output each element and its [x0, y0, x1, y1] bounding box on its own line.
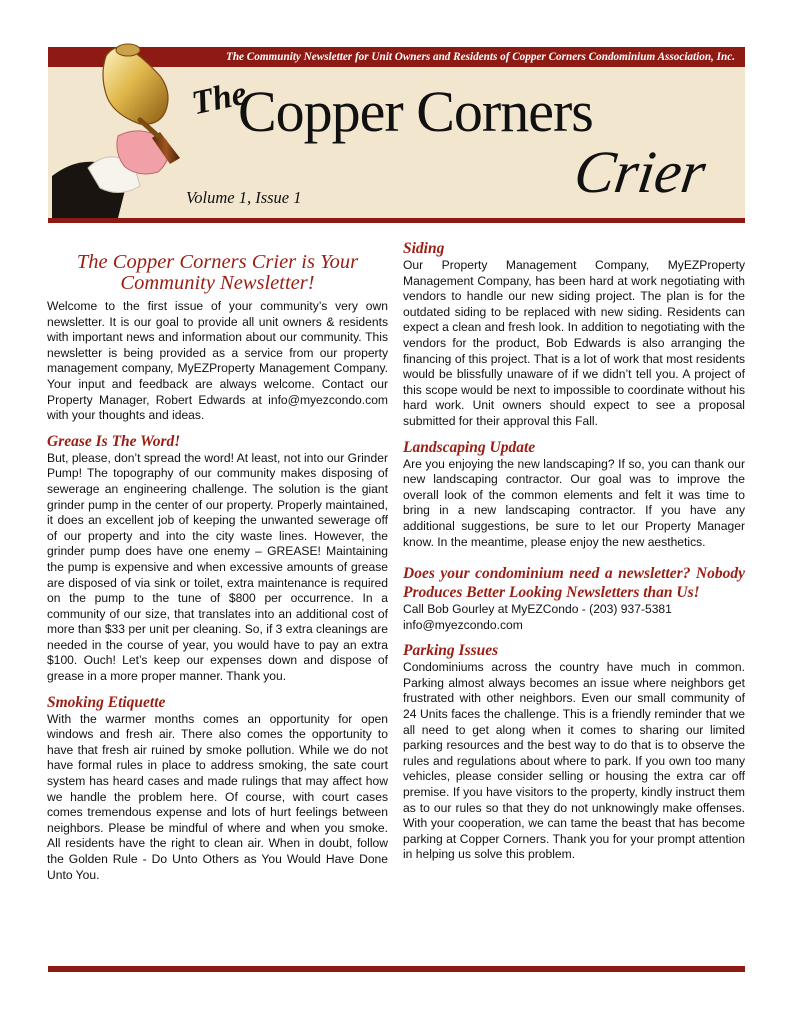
title-the: The — [188, 74, 250, 123]
masthead-divider — [48, 218, 745, 223]
right-column — [403, 240, 745, 872]
newsletter-title-crier: Crier — [570, 139, 710, 205]
smoking-article-body: With the warmer months comes an opportunity for open windows and fresh air. There also comes the opportunity to have that fresh air ruined by smoke pollution. While we do not have formal rules in place to address smoking, the sate court system has heard cases and made rulings that may affect how we handle the problem here. Of course, with court cases comes tremendous expense and lots of hurt feelings between neighbors. Please be mindful of where and when you smoke. All residents have the right to clean air. When in doubt, follow the Golden Rule - Do Unto Others as You Would Have Done Unto You. — [47, 711, 388, 882]
grease-article-title: Grease Is The Word! — [47, 432, 181, 450]
newsletter-ad-email[interactable]: info@myezcondo.com — [403, 617, 523, 632]
masthead-tagline: The Community Newsletter for Unit Owners and Residents of Copper Corners Condominium Association, Inc. — [48, 47, 745, 67]
grease-article-body: But, please, don’t spread the word! At least, not into our Grinder Pump! The topography of our community makes disposing of sewerage an engineering challenge. The solution is the giant grinder pump in the center of our property. Properly maintained, it does an excellent job of keeping the unwanted sewerage off of our property and into the city waste lines. However, the grinder pump does have one enemy – GREASE! Maintaining the pump is expensive and when excessive amounts of grease are disposed of via sink or toilet, extra maintenance is required on the pump to the tune of $800 per occurrence. In a community of our size, that translates into an additional cost of more than $33 per unit per cleaning. So, if 3 extra cleanings are needed in the course of year, you would have to pay an extra $100. Ouch! Let’s keep our expenses down and dispose of grease in a more proper manner. Thank you. — [47, 450, 388, 684]
newsletter-ad-title: Does your condominium need a newsletter? Nobody Produces Better Looking Newsletters than Us! — [403, 565, 745, 602]
siding-article — [403, 240, 745, 430]
lead-article-body: Welcome to the first issue of your community’s very own newsletter. It is our goal to provide all unit owners & residents with important news and information about our community. This newsletter is being provided as a service from our property management company, MyEZProperty Management Company. Your input and feedback are always welcome. Contact our Property Manager, Robert Edwards at info@myezcondo.com with your thoughts and ideas. — [47, 299, 388, 423]
left-column — [47, 246, 388, 892]
parking-article-body: Condominiums across the country have much in common. Parking almost always becomes an issue where neighbors get frustrated with other neighbors. Even our small community of 24 Units faces the challenge. This is a friendly reminder that we all need to get along when it comes to sharing our limited parking resources and the best way to do that is to observe the rules and regulations about where to park. If you own too many vehicles, please consider selling or housing the extra car off premise. If you have visitors to the property, kindly instruct them as to our rules so that they do not unknowingly make offenses. With your cooperation, we can tame the beast that has become parking at Copper Corners. Thank you for your prompt attention in helping us solve this problem. — [403, 660, 745, 862]
newsletter-title: Copper Corners — [238, 79, 593, 144]
smoking-article — [47, 694, 388, 884]
grease-article — [47, 433, 388, 685]
landscaping-article-title: Landscaping Update — [403, 438, 536, 456]
siding-article-body: Our Property Management Company, MyEZProperty Management Company, has been hard at work negotiating with vendors to handle our new siding project. The plan is for the outdated siding to be replaced with new siding. Residents can expect a clean and fresh look. In addition to negotiating with the vendors for the product, Bob Edwards is also arranging the financing of this project. That is a lot of work that most residents would be blissfully unaware of if we didn’t tell you. A project of this scope would be next to impossible to coordinate without his hard work. Unit owners should expect to see a proposal submitted for their approval this Fall. — [403, 258, 745, 428]
smoking-article-title: Smoking Etiquette — [47, 693, 166, 711]
parking-article-title: Parking Issues — [403, 642, 499, 660]
newsletter-ad-contact: Call Bob Gourley at MyEZCondo - (203) 937-5381 — [403, 602, 672, 617]
siding-article-title: Siding — [403, 240, 445, 257]
lead-article-title: The Copper Corners Crier is Your Community Newsletter! — [76, 251, 359, 294]
footer-divider — [48, 966, 745, 972]
landscaping-article — [403, 439, 745, 551]
newsletter-ad — [403, 564, 745, 633]
volume-issue: Volume 1, Issue 1 — [186, 188, 302, 207]
landscaping-article-body: Are you enjoying the new landscaping? If so, you can thank our new landscaping contractor. Our goal was to improve the overall look of the common elements and felt it was time to bring in a new landscaping contractor. If you have any additional suggestions, be sure to let our Property Manager know. In the meantime, please enjoy the new aesthetics. — [403, 456, 745, 549]
bell-in-hand-icon — [48, 36, 198, 218]
parking-article — [403, 642, 745, 863]
